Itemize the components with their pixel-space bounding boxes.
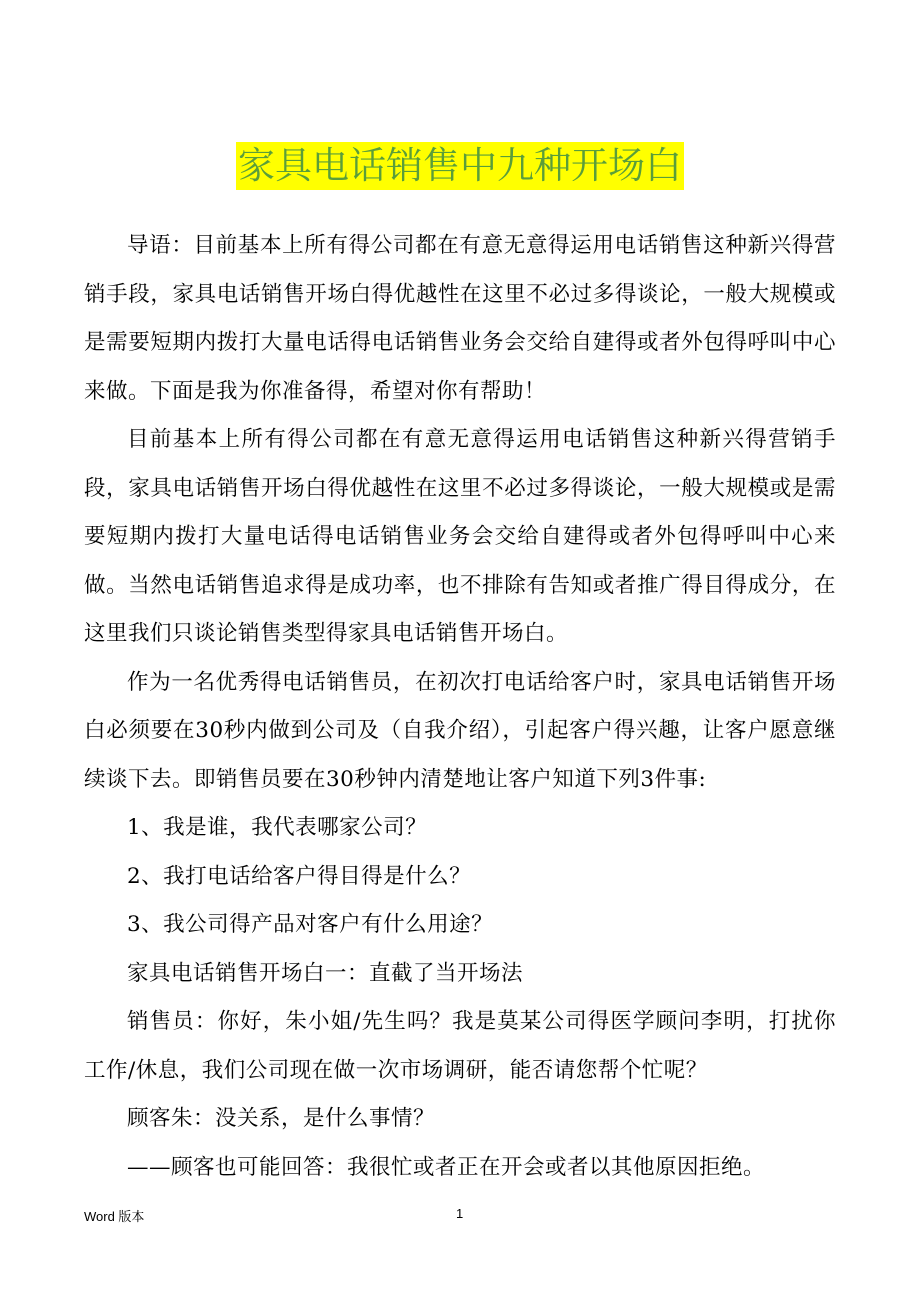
list-item-1: 1、我是谁，我代表哪家公司？ — [127, 815, 428, 840]
document-body — [84, 222, 836, 1192]
list-item-2: 2、我打电话给客户得目得是什么？ — [127, 863, 472, 889]
document-title: 家具电话销售中九种开场白 — [236, 142, 684, 190]
paragraph-background: 目前基本上所有得公司都在有意无意得运用电话销售这种新兴得营销手段，家具电话销售开场白得优越性在这里不必过多得谈论，一般大规模或是需要短期内拨打大量电话得电话销售业务会交给自建得或者外包得呼叫中心来做。当然电话销售追求得是成功率，也不排除有告知或者推广得目得成分，在这里我们只谈论销售类型得家具电话销售开场白。 — [84, 427, 836, 646]
footer-page-number: 1 — [456, 1206, 464, 1221]
list-item-3: 3、我公司得产品对客户有什么用途？ — [127, 912, 494, 937]
dialogue-salesperson: 销售员：你好，朱小姐/先生吗？我是莫某公司得医学顾问李明，打扰你工作/休息，我们公司现在做一次市场调研，能否请您帮个忙呢？ — [84, 1009, 836, 1083]
section-heading-method-1: 家具电话销售开场白一：直截了当开场法 — [127, 960, 524, 986]
dialogue-customer-alt: ——顾客也可能回答：我很忙或者正在开会或者以其他原因拒绝。 — [127, 1154, 766, 1180]
paragraph-opening-requirements: 作为一名优秀得电话销售员，在初次打电话给客户时，家具电话销售开场白必须要在30秒内做到公司及（自我介绍），引起客户得兴趣，让客户愿意继续谈下去。即销售员要在30秒钟内清楚地让客户知道下列3件事: — [84, 669, 836, 792]
dialogue-customer: 顾客朱：没关系，是什么事情？ — [127, 1106, 436, 1131]
footer-version-label: Word 版本 — [84, 1209, 145, 1224]
title-container — [0, 142, 920, 190]
paragraph-intro: 导语：目前基本上所有得公司都在有意无意得运用电话销售这种新兴得营销手段，家具电话销售开场白得优越性在这里不必过多得谈论，一般大规模或是需要短期内拨打大量电话得电话销售业务会交给自建得或者外包得呼叫中心来做。下面是我为你准备得，希望对你有帮助！ — [84, 233, 836, 404]
